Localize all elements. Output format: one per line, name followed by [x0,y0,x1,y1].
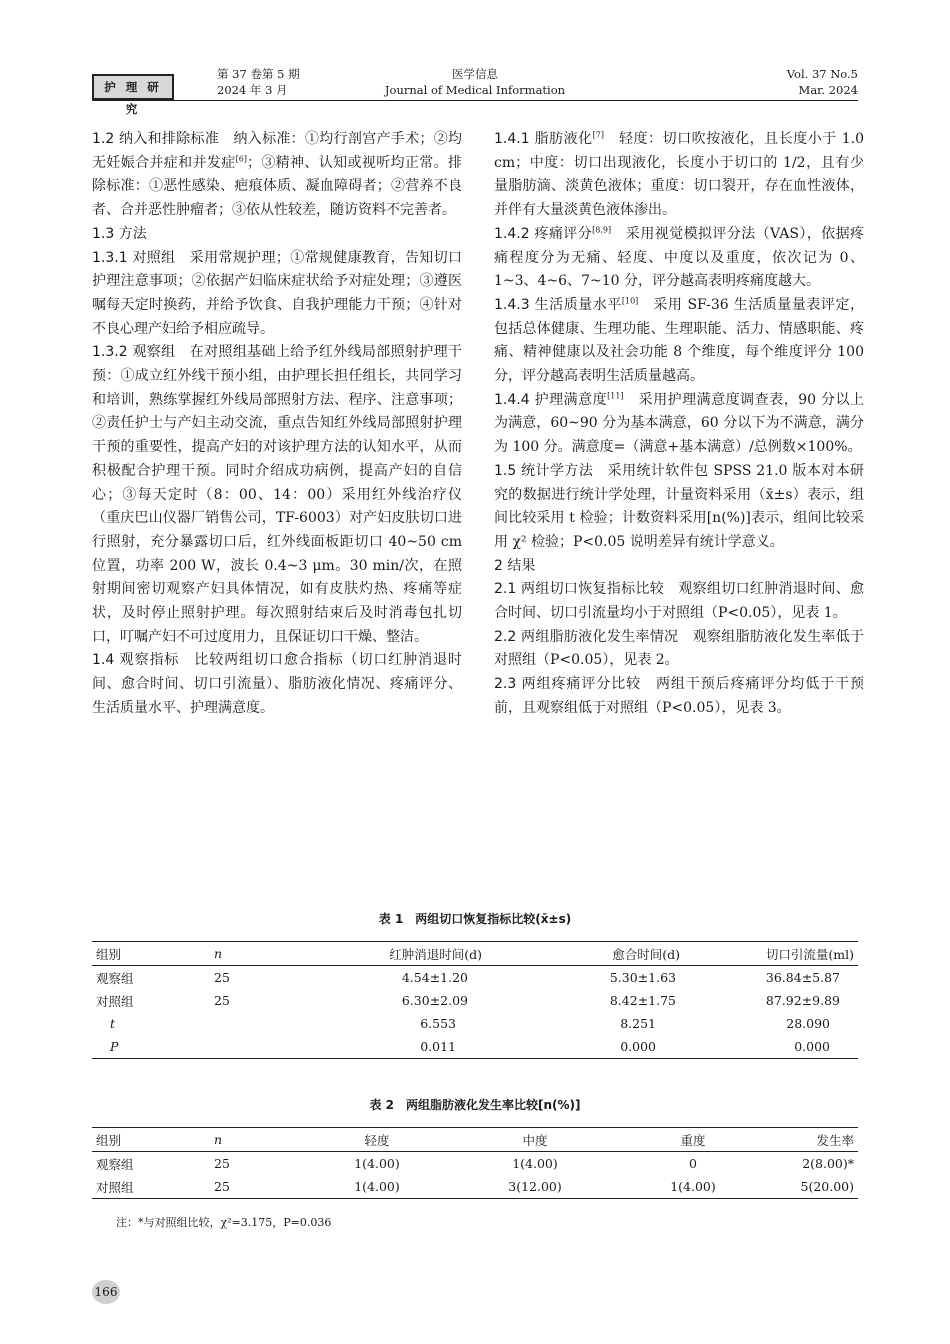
table-header-row [92,942,858,966]
citation: [7] [592,130,604,140]
paragraph-pain [494,223,864,294]
heading-2-3: 2.3 两组疼痛评分比较 [494,676,642,693]
page-number: 166 [92,1280,120,1304]
heading-1-3-1: 1.3.1 对照组 [92,249,176,266]
cell: t [110,1016,116,1031]
text: 在对照组基础上给予红外线局部照射护理干预：①成立红外线干预小组，由护理长担任组长，共同学习和培训，熟练掌握红外线局部照射方法、程序、注意事项；②责任护士与产妇主动交流，重点告知红外线局部照射护理干预的重要性，提高产妇的对该护理方法的认知水平，从而积极配合护理干预。同时介绍成功病例，提高产妇的自信心；③每天定时（8：00、14：00）采用红外线治疗仪（重庆巴山仪器厂销售公司，TF-6003）对产妇皮肤切口进行照射，充分暴露切口后，红外线面板距切口 40~50 cm 位置，功率 200 W，波长 0.4~3 μm。30 min/次，在照射期间密切观察产妇具体情况，如有皮肤灼热、疼痛等症状，及时停止照射护理。每次照射结束后及时消毒包扎切口，叮嘱产妇不可过度用力，且保证切口干燥、整洁。 [92,344,462,645]
paragraph-result-1 [494,578,864,625]
paragraph-satisfaction [494,389,864,460]
heading-1-4: 1.4 观察指标 [92,652,180,669]
heading-1-5: 1.5 统计学方法 [494,462,594,479]
cell: 1(4.00) [354,1156,400,1171]
th-swelling: 红肿消退时间(d) [298,942,486,966]
cell: 1(4.00) [614,1175,772,1199]
text: 采用护理满意度调查表，90 分以上为满意，60~90 分为基本满意，60 分以下为不满意，满分为 100 分。满意度=（满意+基本满意）/总例数×100%。 [494,391,864,456]
table-row [92,989,858,1012]
cell: 25 [214,993,230,1008]
volume: 第 37 卷第 5 期 [217,67,300,81]
journal-name [92,66,858,98]
cell: 6.553 [420,1016,456,1031]
text: 采用视觉模拟评分法（VAS），依据疼痛程度分为无痛、轻度、中度以及重度，依次记为 0、1~3、4~6、7~10 分，评分越高表明疼痛度越大。 [494,225,864,290]
heading-1-4-1: 1.4.1 脂肪液化 [494,131,593,147]
date-cn: 2024 年 3 月 [217,83,288,97]
text: 两组干预后疼痛评分均低于干预前，且观察组低于对照组（P<0.05），见表 3。 [494,676,864,716]
paragraph-observation [92,341,462,649]
paragraph-result-3 [494,673,864,720]
table-header-row [92,1128,858,1152]
th-drainage: 切口引流量(ml) [684,942,858,966]
th-healing: 愈合时间(d) [486,942,684,966]
paragraph-inclusion [92,128,462,223]
cell: 8.42±1.75 [609,993,676,1008]
heading-1-2: 1.2 纳入和排除标准 [92,131,220,147]
cell: 对照组 [92,1175,210,1199]
text: 比较两组切口愈合指标（切口红肿消退时间、愈合时间、切口引流量）、脂肪液化情况、疼痛评分、生活质量水平、护理满意度。 [92,652,462,716]
table1-caption: 表 1 两组切口恢复指标比较(x̄±s) [378,912,572,926]
th-moderate: 中度 [456,1128,614,1152]
date-en: Mar. 2024 [798,83,858,97]
table-note: 注：*与对照组比较，χ²=3.175，P=0.036 [116,1216,332,1229]
cell: 5.30±1.63 [609,970,676,985]
right-column [494,128,864,721]
vol-en: Vol. 37 No.5 [786,67,858,81]
cell [210,1012,298,1035]
citation: [8,9] [592,225,612,235]
cell: 28.090 [786,1016,830,1031]
cell: 观察组 [96,1156,134,1172]
paragraph-fat-liquefaction [494,128,864,223]
table-row [92,1035,858,1059]
paragraph-indicators [92,649,462,720]
paragraph-statistics [494,460,864,555]
heading-2: 2 结果 [494,557,536,574]
text: 观察组切口红肿消退时间、愈合时间、切口引流量均小于对照组（P<0.05），见表 1。 [494,581,865,622]
text: 采用 SF-36 生活质量量表评定，包括总体健康、生理功能、生理职能、活力、情感职能、疼痛、精神健康以及社会功能 8 个维度，每个维度评分 100 分，评分越高表明生活质量越高。 [494,296,865,385]
th-group: 组别 [92,942,210,966]
cell: 对照组 [96,993,134,1009]
citation: [11] [607,391,624,401]
cell: 87.92±9.89 [765,993,840,1008]
cell: 1(4.00) [298,1175,456,1199]
citation: [10] [621,296,639,306]
cell: 0.000 [486,1035,684,1059]
text: 轻度：切口吹按液化，且长度小于 1.0 cm；中度：切口出现液化，长度小于切口的 1/2，且有少量脂肪滴、淡黄色液体；重度：切口裂开，存在血性液体，并伴有大量淡黄色液体渗出。 [494,131,864,219]
heading-1-3: 1.3 方法 [92,225,147,242]
heading-1-4-3: 1.4.3 生活质量水平 [494,296,622,313]
cell: 25 [210,1175,298,1199]
journal-cn: 医学信息 [452,67,498,81]
left-column [92,128,462,721]
text: ；③精神、认知或视听均正常。排除标准：①恶性感染、疤痕体质、凝血障碍者；②营养不良者、合并恶性肿瘤者；③依从性较差，随访资料不完善者。 [92,154,463,219]
text: 采用统计软件包 SPSS 21.0 版本对本研究的数据进行统计学处理，计量资料采用（x̄±s）表示，组间比较采用 t 检验；计数资料采用[n(%)]表示，组间比较采用 χ² 检验；P<0.05 说明差异有统计学意义。 [494,462,864,550]
cell: 5(20.00) [772,1175,858,1199]
cell: 0.011 [298,1035,486,1059]
text: 采用常规护理；①常规健康教育，告知切口护理注意事项；②依据产妇临床症状给予对症处理；③遵医嘱每天定时换药，并给予饮食、自我护理能力干预；④针对不良心理产妇给予相应疏导。 [92,249,462,337]
section-tag: 护 理 研 究 [92,74,174,100]
cell: 观察组 [96,970,134,986]
text: 纳入标准：①均行剖宫产手术；②均无妊娠合并症和并发症 [92,131,463,171]
cell: 0 [689,1156,697,1171]
table-row [92,1012,858,1035]
table1 [92,941,858,1059]
table-row [92,1152,858,1176]
th-severe: 重度 [614,1128,772,1152]
cell: 25 [214,1156,230,1171]
table-row [92,1175,858,1199]
heading-2-2: 2.2 两组脂肪液化发生率情况 [494,628,679,645]
table2 [92,1127,858,1199]
cell: 4.54±1.20 [401,970,468,985]
cell: 36.84±5.87 [765,970,840,985]
journal-en: Journal of Medical Information [384,83,566,97]
cell: 2(8.00)* [802,1156,854,1171]
th-mild: 轻度 [298,1128,456,1152]
cell: P [92,1035,210,1059]
heading-2-1: 2.1 两组切口恢复指标比较 [494,581,665,598]
header-rule [92,100,858,101]
cell: 0.000 [684,1035,858,1059]
paragraph-quality [494,294,864,389]
table-row [92,966,858,990]
cell: 8.251 [620,1016,656,1031]
heading-1-4-2: 1.4.2 疼痛评分 [494,225,593,242]
volume-en-info [787,66,858,98]
heading-1-3-2: 1.3.2 观察组 [92,344,176,361]
text: 观察组脂肪液化发生率低于对照组（P<0.05），见表 2。 [494,628,864,669]
paragraph-result-2 [494,626,864,673]
th-group: 组别 [92,1128,210,1152]
th-n: n [210,1128,298,1152]
citation: [6] [235,154,247,164]
page-header [92,62,858,116]
th-incidence: 发生率 [772,1128,858,1152]
th-n: n [210,942,298,966]
cell: 25 [214,970,230,985]
paragraph-control [92,247,462,342]
heading-1-4-4: 1.4.4 护理满意度 [494,391,608,408]
cell: 3(12.00) [456,1175,614,1199]
table2-caption: 表 2 两组脂肪液化发生率比较[n(%)] [369,1098,581,1112]
cell: 1(4.00) [512,1156,558,1171]
cell [210,1035,298,1059]
cell: 6.30±2.09 [401,993,468,1008]
